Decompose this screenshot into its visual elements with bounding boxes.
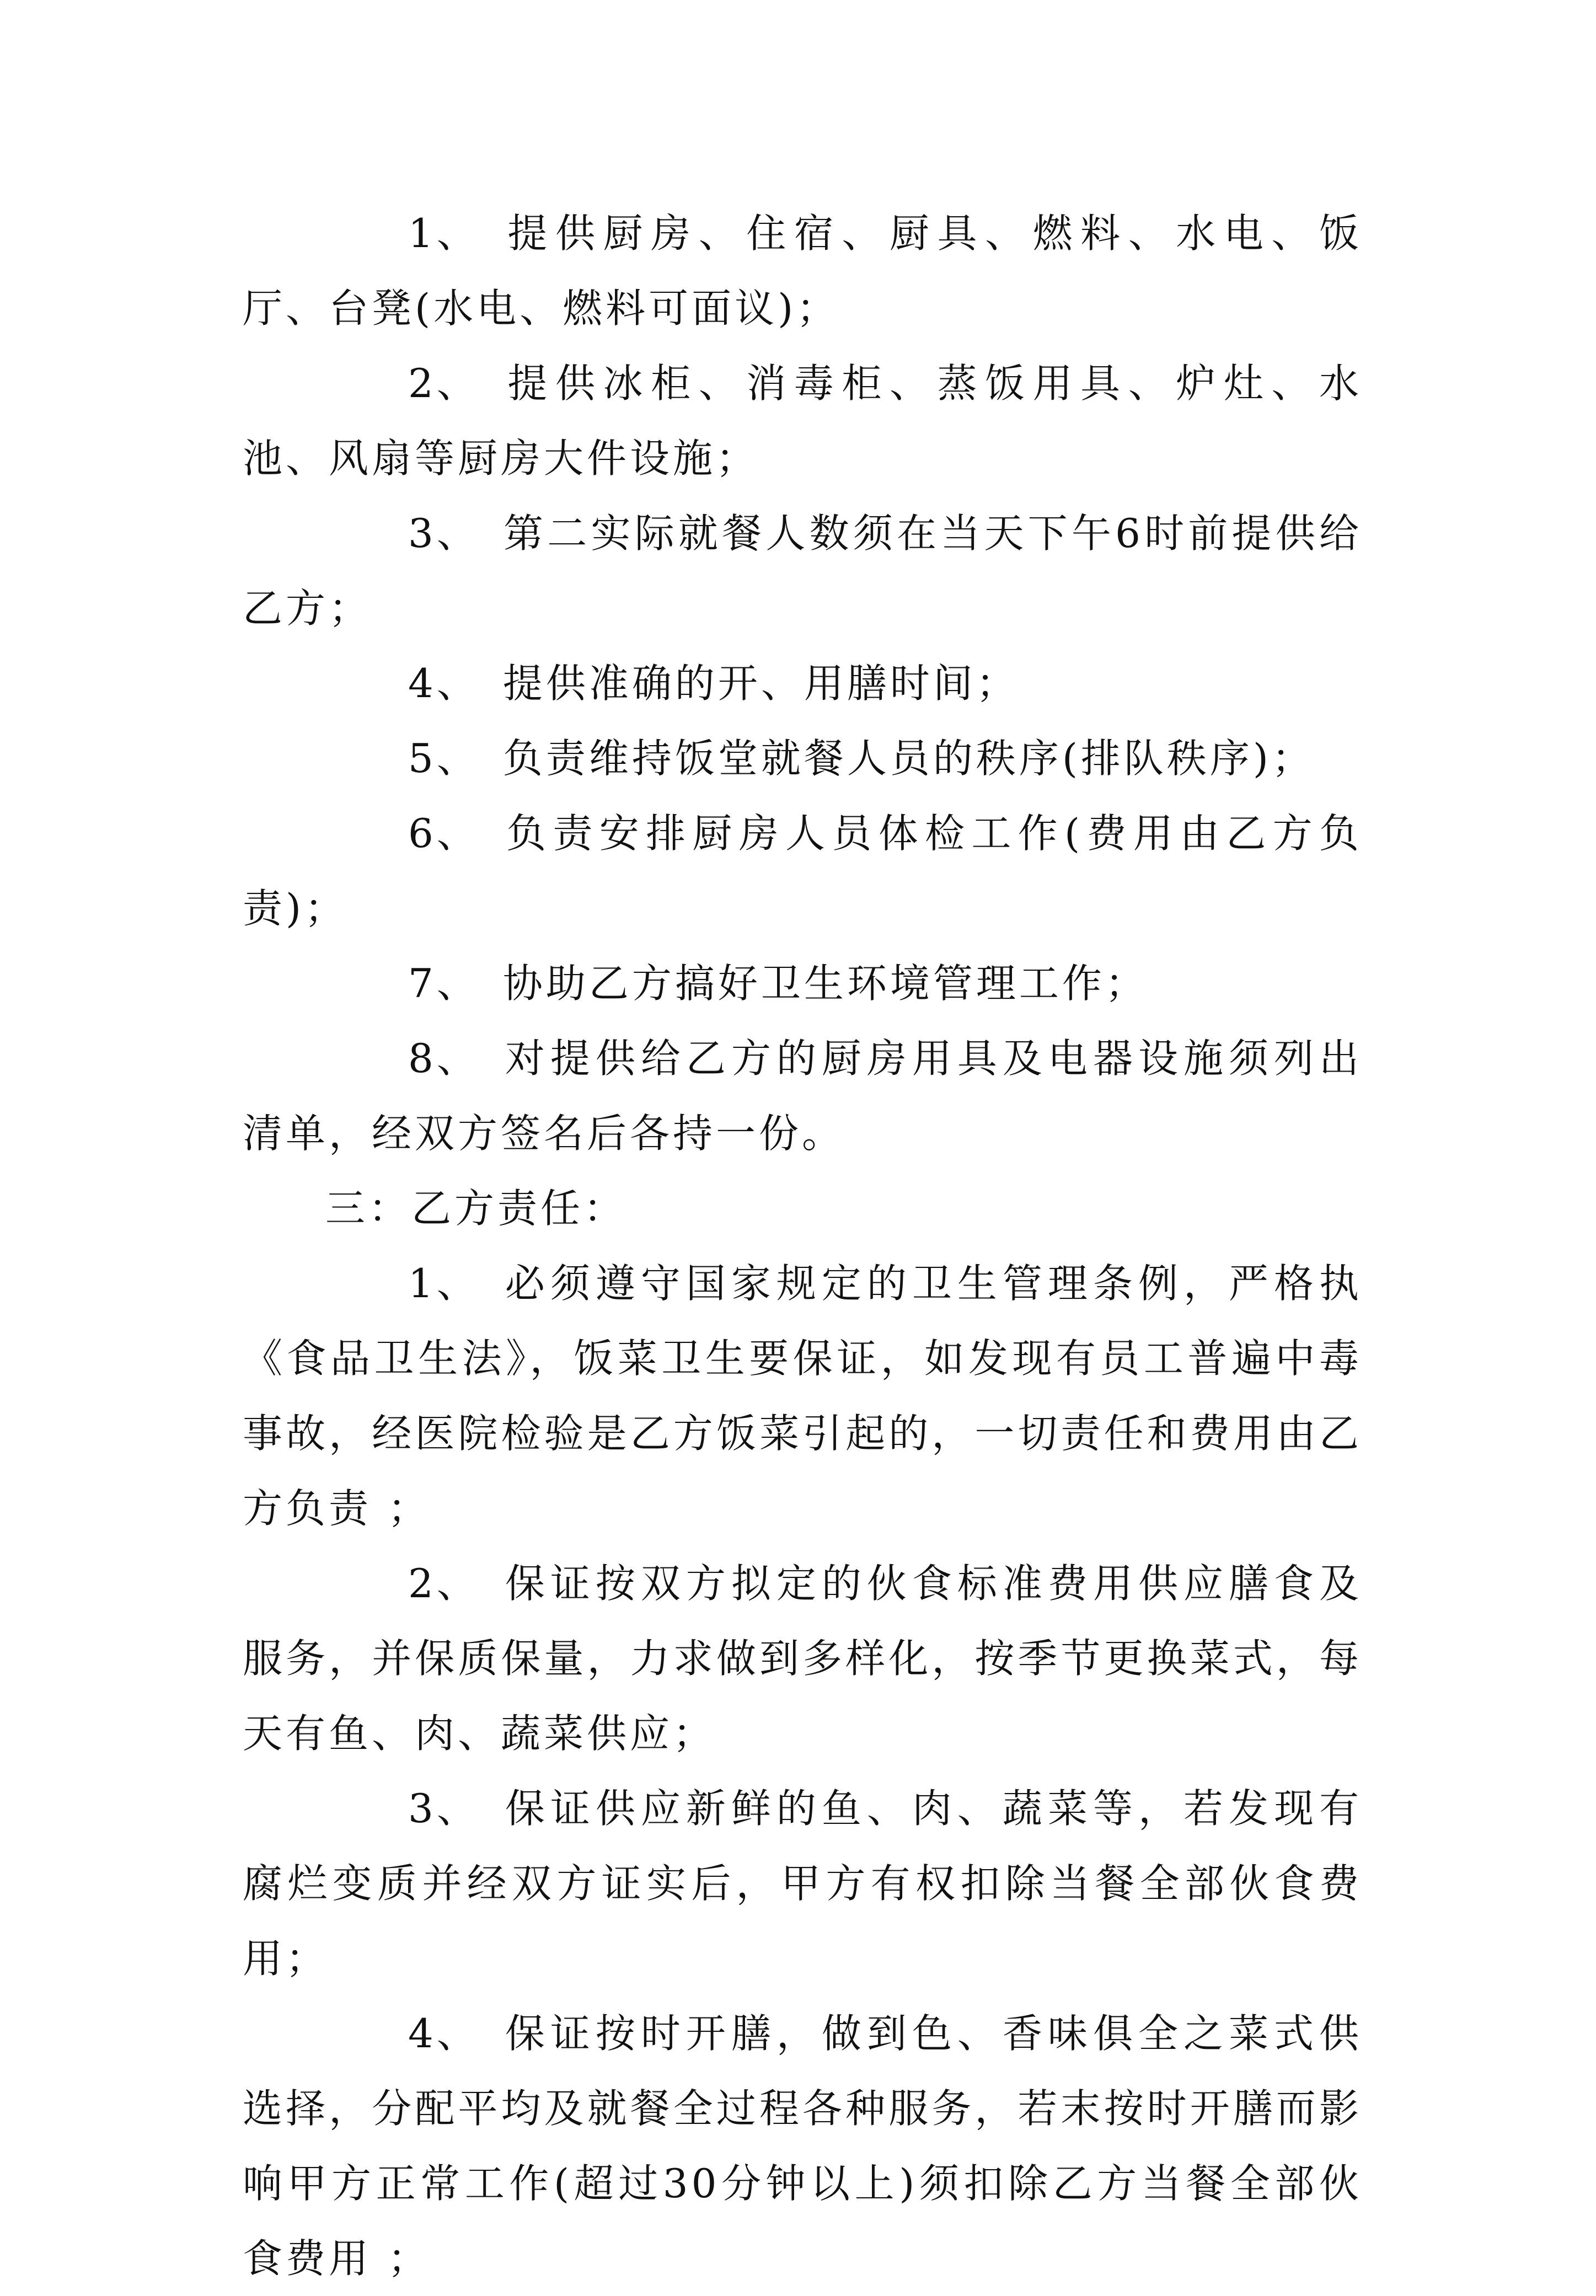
party-b-item-2: [243, 1546, 1362, 1771]
item-number: 1、: [408, 210, 480, 256]
item-number: 7、: [408, 960, 480, 1007]
party-a-item-8: [243, 1021, 1362, 1171]
item-text: 必须遵守国家规定的卫生管理条例，严格执《食品卫生法》，饭菜卫生要保证，如发现有员工普遍中毒事故，经医院检验是乙方饭菜引起的，一切责任和费用由乙方负责 ；: [243, 1260, 1362, 1532]
item-text: 保证按双方拟定的伙食标准费用供应膳食及服务，并保质保量，力求做到多样化，按季节更换菜式，每天有鱼、肉、蔬菜供应；: [243, 1560, 1362, 1757]
party-a-item-2: [243, 346, 1362, 496]
item-number: 6、: [408, 810, 480, 857]
item-text: 负责维持饭堂就餐人员的秩序(排队秩序)；: [502, 735, 1315, 782]
item-number: 8、: [408, 1035, 480, 1082]
item-text: 对提供给乙方的厨房用具及电器设施须列出清单，经双方签名后各持一份。: [243, 1035, 1362, 1157]
party-a-item-5: [243, 721, 1362, 796]
party-b-item-3: [243, 1771, 1362, 1996]
party-b-item-4: [243, 1996, 1362, 2296]
party-a-item-3: [243, 496, 1362, 646]
party-a-item-6: [243, 796, 1362, 946]
party-a-item-4: [243, 646, 1362, 721]
party-b-item-1: [243, 1246, 1362, 1546]
item-number: 5、: [408, 735, 480, 782]
item-number: 1、: [408, 1260, 480, 1307]
item-text: 保证供应新鲜的鱼、肉、蔬菜等，若发现有腐烂变质并经双方证实后，甲方有权扣除当餐全部伙食费用；: [243, 1785, 1362, 1982]
section-heading: 三：乙方责任：: [325, 1185, 627, 1232]
item-text: 提供厨房、住宿、厨具、燃料、水电、饭厅、台凳(水电、燃料可面议)；: [243, 210, 1362, 331]
item-text: 提供冰柜、消毒柜、蒸饭用具、炉灶、水池、风扇等厨房大件设施；: [243, 360, 1362, 481]
item-number: 2、: [408, 360, 480, 406]
item-number: 2、: [408, 1560, 480, 1607]
item-number: 3、: [408, 510, 480, 556]
document-body: [243, 196, 1362, 2296]
item-text: 第二实际就餐人数须在当天下午6时前提供给乙方；: [243, 510, 1362, 631]
item-text: 负责安排厨房人员体检工作(费用由乙方负责)；: [243, 810, 1362, 932]
party-a-item-1: [243, 196, 1362, 346]
item-text: 提供准确的开、用膳时间；: [502, 660, 1019, 707]
party-a-item-7: [243, 946, 1362, 1021]
item-number: 3、: [408, 1785, 480, 1832]
item-text: 保证按时开膳，做到色、香味俱全之菜式供选择，分配平均及就餐全过程各种服务，若末按时开膳而影响甲方正常工作(超过30分钟以上)须扣除乙方当餐全部伙食费用 ；: [243, 2010, 1362, 2282]
item-number: 4、: [408, 2010, 480, 2057]
item-text: 协助乙方搞好卫生环境管理工作；: [502, 960, 1148, 1007]
item-number: 4、: [408, 660, 480, 707]
